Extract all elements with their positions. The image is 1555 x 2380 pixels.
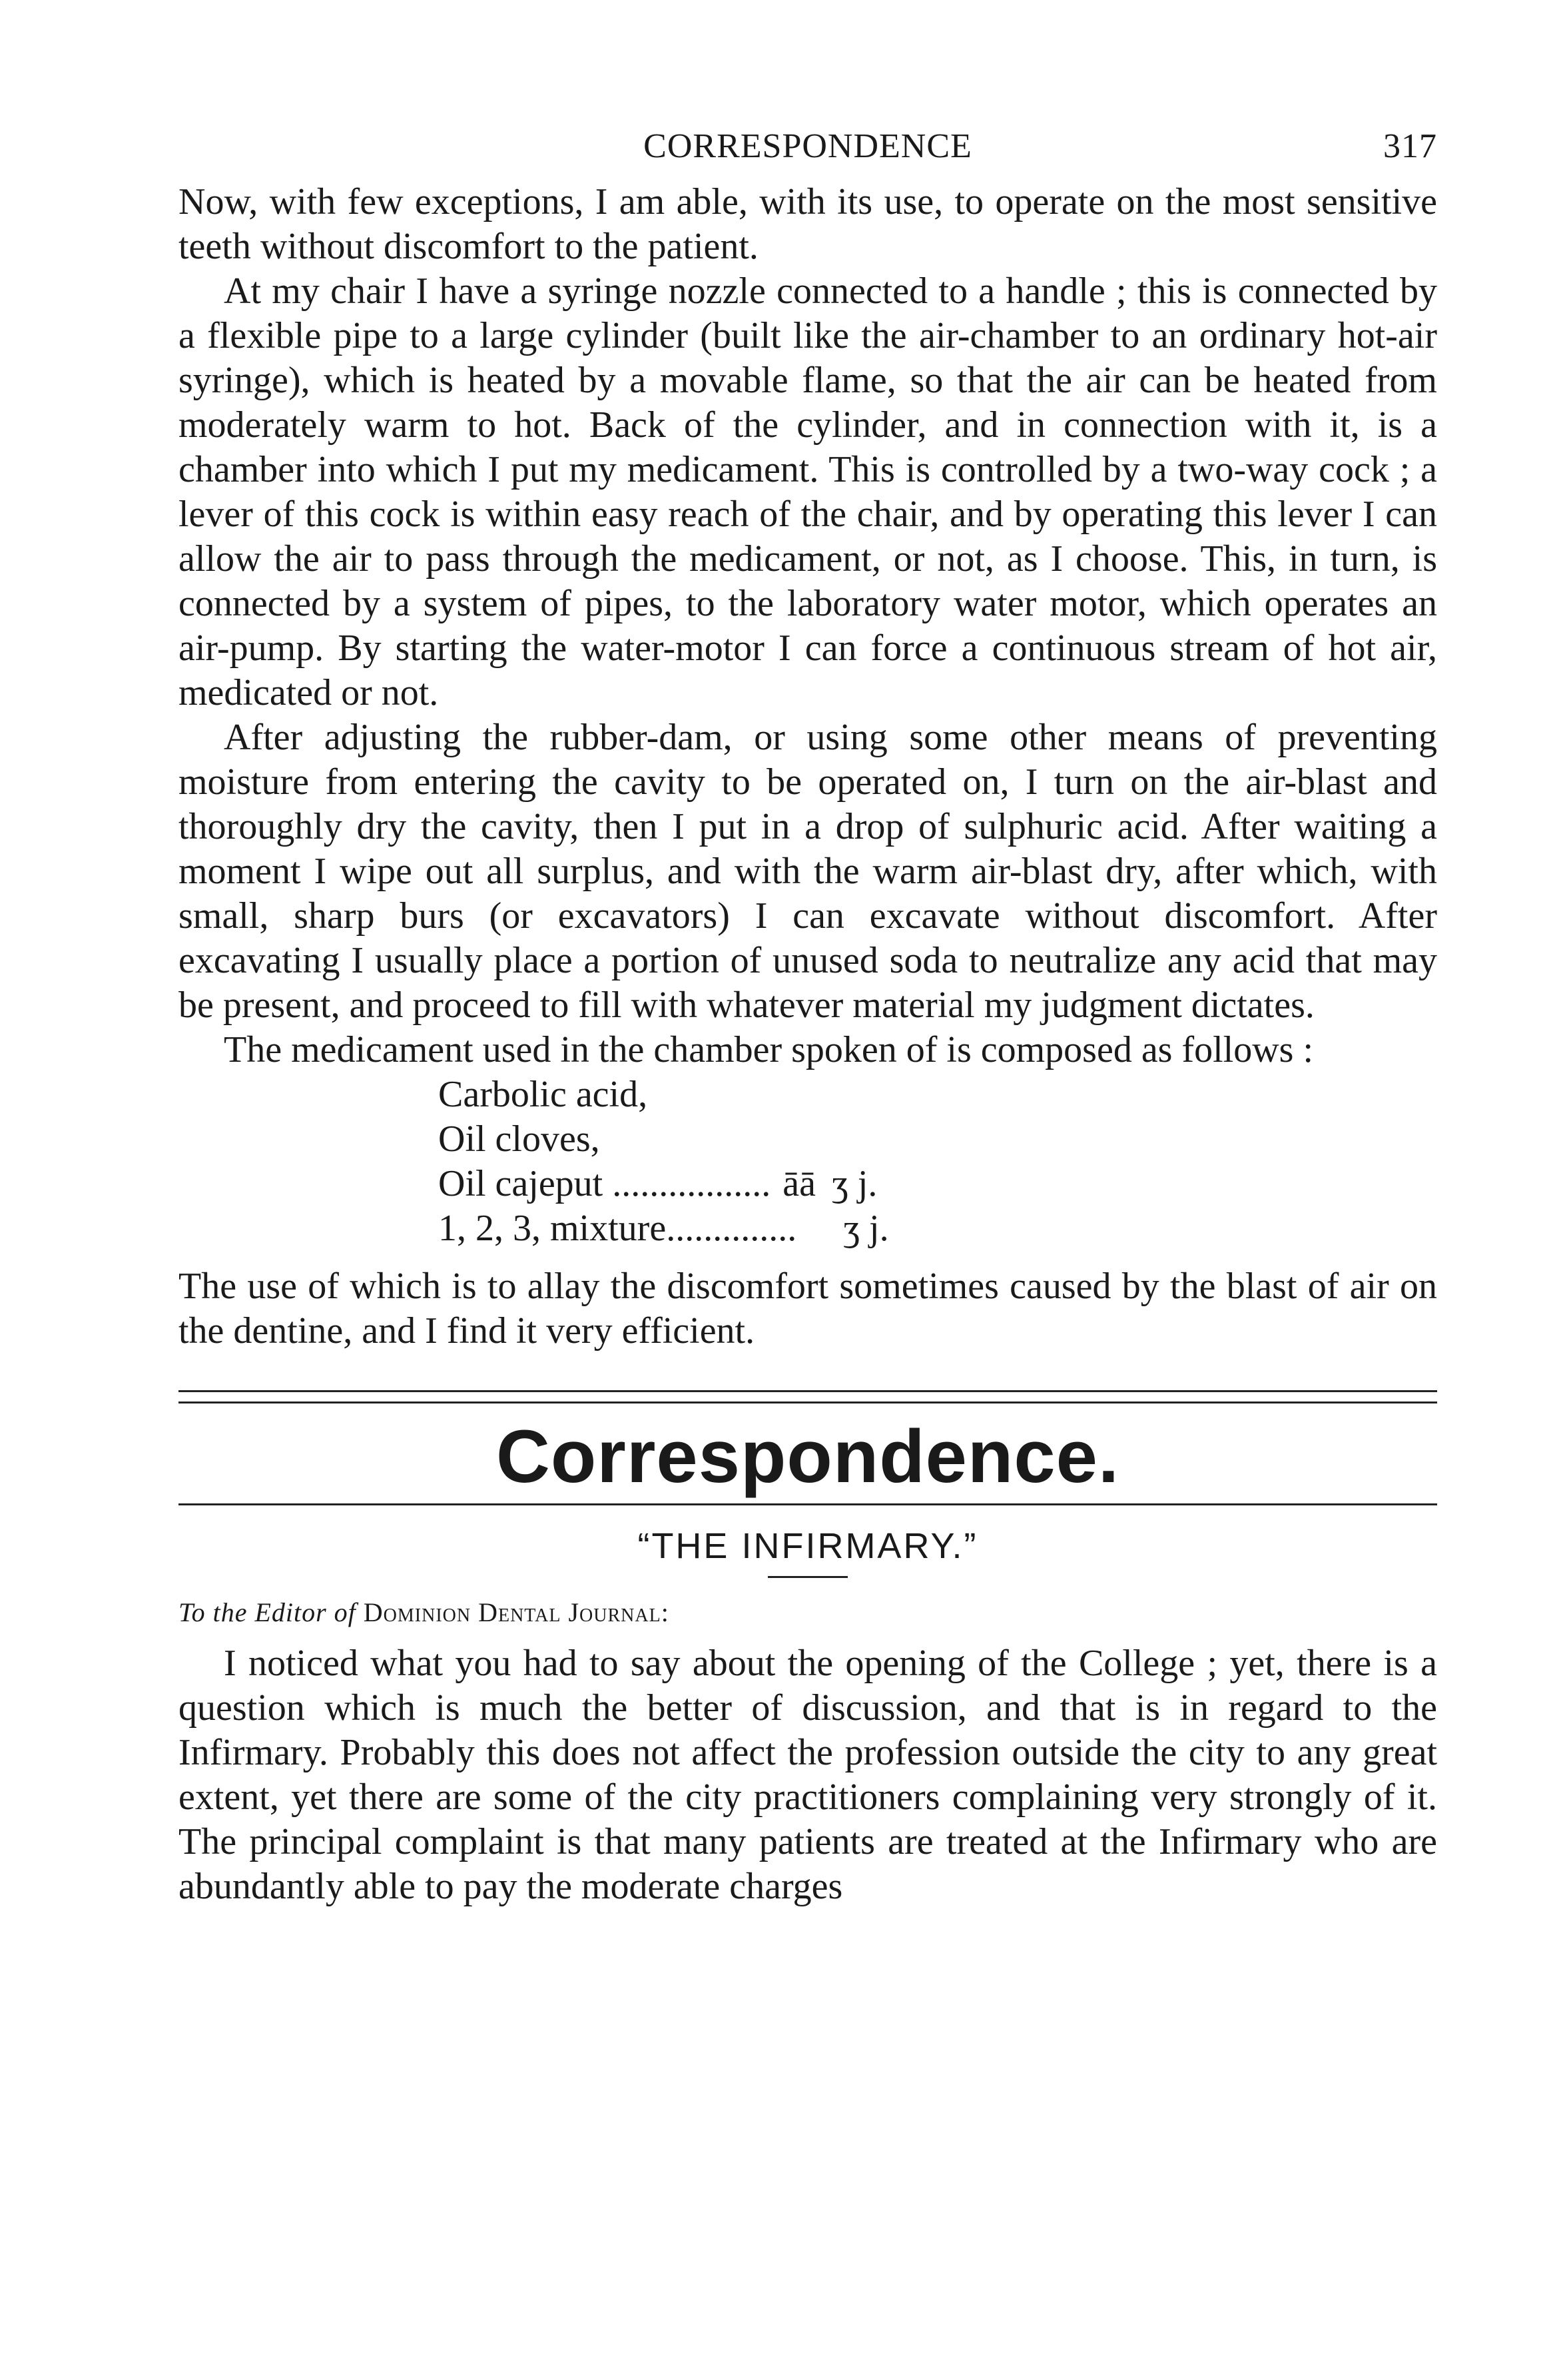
addressee-line: [178, 1597, 1437, 1628]
article-body: [178, 180, 1437, 1072]
formula-ingredient: Oil cloves,: [438, 1118, 600, 1160]
paragraph: I noticed what you had to say about the opening of the College ; yet, there is a question which is much the better of discussion, and that is in regard to the Infirmary. Probably this does not affect the profession outside the city to any great extent, yet there are some of the city practitioners complaining very strongly of it. The principal complaint is that many patients are treated at the Infirmary who are abundantly able to pay the moderate charges: [178, 1643, 1437, 1907]
addressee-prefix: To the Editor of: [178, 1597, 356, 1627]
formula-row: [438, 1117, 1437, 1162]
paragraph: The use of which is to allay the discomfort sometimes caused by the blast of air on the dentine, and I find it very efficient.: [178, 1266, 1437, 1352]
leader-dots: .................: [603, 1163, 771, 1204]
formula-ingredient: 1, 2, 3, mixture: [438, 1208, 667, 1249]
journal-name: Dominion Dental Journal:: [363, 1597, 669, 1627]
formula-ingredient: Carbolic acid,: [438, 1074, 648, 1115]
formula-amount: ʒ j.: [831, 1163, 878, 1204]
formula-qty: āā: [782, 1163, 816, 1204]
running-head: [178, 127, 1437, 180]
double-rule: [178, 1390, 1437, 1403]
paragraph: Now, with few exceptions, I am able, with its use, to operate on the most sensitive teeth without discomfort to the patient.: [178, 181, 1437, 267]
page: [178, 127, 1437, 1909]
letter-title: “THE INFIRMARY.”: [637, 1526, 978, 1566]
formula-list: [438, 1072, 1437, 1251]
formula-row: [438, 1072, 1437, 1117]
page-number: 317: [1383, 127, 1437, 165]
formula-row: [438, 1162, 1437, 1206]
paragraph: After adjusting the rubber-dam, or using some other means of preventing moisture from entering the cavity to be operated on, I turn on the air-blast and thoroughly dry the cavity, then I put in a drop of sulphuric acid. After waiting a moment I wipe out all surplus, and with the warm air-blast dry, after which, with small, sharp burs (or excavators) I can excavate without discomfort. After excavating I usually place a portion of unused soda to neutralize any acid that may be present, and proceed to fill with whatever material my judgment dictates.: [178, 717, 1437, 1026]
formula-amount: ʒ j.: [843, 1208, 889, 1249]
formula-ingredient: Oil cajeput: [438, 1163, 603, 1204]
running-title: CORRESPONDENCE: [643, 127, 972, 165]
divider: [178, 1503, 1437, 1505]
formula-row: [438, 1206, 1437, 1251]
section-title: Correspondence.: [495, 1415, 1120, 1498]
paragraph: The medicament used in the chamber spoken of is composed as follows :: [224, 1029, 1314, 1070]
leader-dots: ..............: [666, 1208, 797, 1249]
paragraph: At my chair I have a syringe nozzle connected to a handle ; this is connected by a flexible pipe to a large cylinder (built like the air-chamber to an ordinary hot-air syringe), which is heated by a movable flame, so that the air can be heated from moderately warm to hot. Back of the cylinder, and in connection with it, is a chamber into which I put my medicament. This is controlled by a two-way cock ; a lever of this cock is within easy reach of the chair, and by operating this lever I can allow the air to pass through the medicament, or not, as I choose. This, in turn, is connected by a system of pipes, to the laboratory water motor, which operates an air-pump. By starting the water-motor I can force a continuous stream of hot air, medicated or not.: [178, 270, 1437, 713]
letter-body: [178, 1641, 1437, 1909]
closing-text: [178, 1264, 1437, 1354]
short-divider: [768, 1576, 848, 1578]
